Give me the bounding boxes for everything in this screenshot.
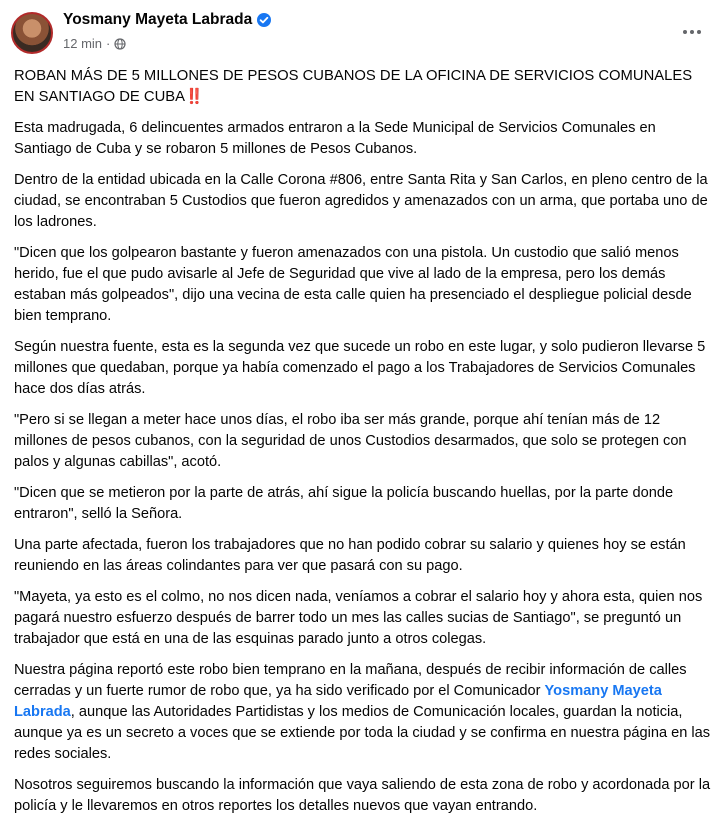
paragraph-5: "Pero si se llegan a meter hace unos días, el robo iba ser más grande, porque ahí tenían más de 12 millones de pesos cubanos, con la seguridad de unos Custodios desarmados, que solo se protegen con palos y algunas cabillas", acotó. [14, 412, 687, 470]
author-name[interactable]: Yosmany Mayeta Labrada [63, 11, 253, 28]
author-row [63, 11, 271, 29]
public-globe-icon [114, 38, 126, 50]
double-exclamation-icon: ‼️ [185, 89, 202, 105]
paragraph-1: Esta madrugada, 6 delincuentes armados entraron a la Sede Municipal de Servicios Comunales en Santiago de Cuba y se robaron 5 millones de Pesos Cubanos. [14, 120, 656, 157]
post-time[interactable]: 12 min [63, 36, 103, 51]
paragraph-3: "Dicen que los golpearon bastante y fueron amenazados con una pistola. Un custodio que salió menos herido, fue el que pudo avisarle al Jefe de Seguridad que vive al lado de la empresa, pero los demás estaban más golpeados", dijo una vecina de esta calle quien ha presenciado el despliegue policial desde bien temprano. [14, 245, 692, 324]
verified-badge-icon [257, 13, 271, 27]
post-meta: 12 min · [63, 36, 126, 51]
post-headline: ROBAN MÁS DE 5 MILLONES DE PESOS CUBANOS DE LA OFICINA DE SERVICIOS COMUNALES EN SANTIAGO DE CUBA‼️ [14, 68, 693, 105]
paragraph-4: Según nuestra fuente, esta es la segunda vez que sucede un robo en este lugar, y solo pudieron llevarse 5 millones que quedaban, porque ya había comenzado el pago a los Trabajadores de Servicios Comunales hace dos días atrás. [14, 339, 706, 397]
post-header [0, 0, 720, 64]
author-mention-link[interactable]: Yosmany Mayeta Labrada [14, 683, 662, 720]
paragraph-7: Una parte afectada, fueron los trabajadores que no han podido cobrar su salario y quienes hoy se están reuniendo en las áreas colindantes para ver que pasará con su pago. [14, 537, 686, 574]
paragraph-10: Nosotros seguiremos buscando la información que vaya saliendo de esta zona de robo y acordonada por la policía y le llevaremos en otros reportes los detalles nuevos que vayan entrando. [14, 777, 711, 814]
paragraph-6: "Dicen que se metieron por la parte de atrás, ahí sigue la policía buscando huellas, por la parte donde entraron", selló la Señora. [14, 485, 674, 522]
paragraph-2: Dentro de la entidad ubicada en la Calle Corona #806, entre Santa Rita y San Carlos, en pleno centro de la ciudad, se encontraban 5 Custodios que fueron agredidos y amenazados con un arma, que portaba uno de los ladrones. [14, 172, 708, 230]
post-body [14, 66, 714, 827]
paragraph-9: Nuestra página reportó este robo bien temprano en la mañana, después de recibir información de calles cerradas y un fuerte rumor de robo que, ya ha sido verificado por el Comunicador Yosmany Mayeta Labrada, aunque las Autoridades Partidistas y los medios de Comunicación locales, guardan la noticia, aunque ya es un secreto a voces que se extiende por toda la ciudad y se confirma en nuestra página en las redes sociales. [14, 662, 711, 762]
paragraph-8: "Mayeta, ya esto es el colmo, no nos dicen nada, veníamos a cobrar el salario hoy y ahora esta, quien nos pagará nuestro esfuerzo después de barrer todo un mes las calles sucias de Santiago", se preguntó un trabajador que está en una de las esquinas parado junto a otros colegas. [14, 589, 703, 647]
more-options-icon[interactable] [678, 20, 706, 44]
author-avatar[interactable] [11, 12, 53, 54]
